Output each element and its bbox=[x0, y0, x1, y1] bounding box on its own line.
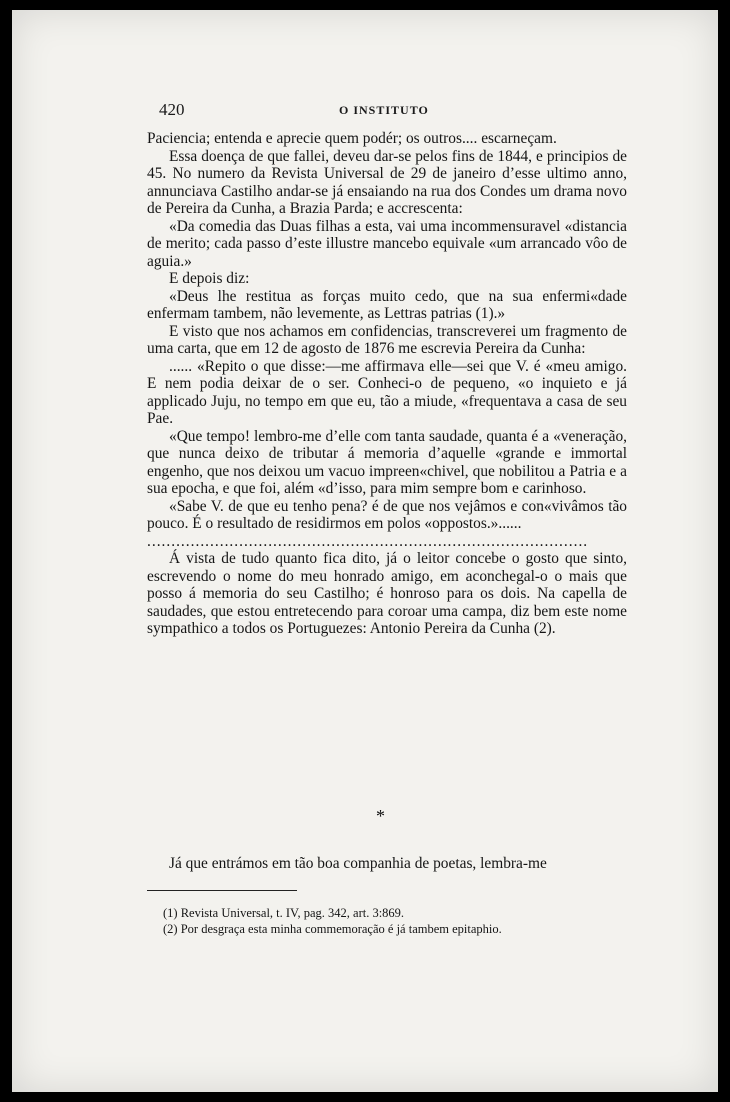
page-number: 420 bbox=[159, 100, 185, 119]
body-text bbox=[147, 130, 627, 638]
footnote-rule bbox=[147, 890, 297, 891]
footnotes bbox=[163, 905, 623, 937]
section-separator: * bbox=[376, 806, 385, 826]
ellipsis-divider: ........................................................................................... bbox=[147, 532, 589, 550]
quote-paragraph: «Que tempo! lembro-me d’elle com tanta saudade, quanta é a «veneração, que nunca deixo de tributar á memoria d’aquelle «grande e immortal engenho, que nos deixou um vacuo impreen«chivel, que nobilitou a Patria e a sua epocha, e que foi, além «d’isso, para mim sempre bom e carinhoso. bbox=[147, 427, 627, 497]
closing-line: Já que entrámos em tão boa companhia de poetas, lembra-me bbox=[169, 855, 547, 872]
paragraph: Á vista de tudo quanto fica dito, já o leitor concebe o gosto que sinto, escrevendo o nome do meu honrado amigo, em aconchegal-o o mais que posso á memoria do seu Castilho; é honroso para os dois. Na capella de saudades, que estou entretecendo para coroar uma campa, diz bem este nome sympathico a todos os Portuguezes: Antonio Pereira da Cunha (2). bbox=[147, 550, 627, 637]
running-title: O INSTITUTO bbox=[339, 103, 429, 117]
footnote: (1) Revista Universal, t. IV, pag. 342, art. 3:869. bbox=[163, 906, 405, 920]
footnote: (2) Por desgraça esta minha commemoração é já tambem epitaphio. bbox=[163, 922, 502, 936]
quote-paragraph: «Da comedia das Duas filhas a esta, vai uma incommensuravel «distancia de merito; cada passo d’este illustre mancebo equivale «um arrancado vôo de aguia.» bbox=[147, 217, 627, 270]
quote-paragraph: «Sabe V. de que eu tenho pena? é de que nos vejâmos e con«vivâmos tão pouco. É o resultado de residirmos em polos «oppostos.»...... bbox=[147, 497, 627, 532]
quote-paragraph: ...... «Repito o que disse:—me affirmava elle—sei que V. é «meu amigo. E nem podia deixar de o ser. Conheci-o de pequeno, «o inquieto e já applicado Juju, no tempo em que eu, tão a miude, «frequentava a casa de seu Pae. bbox=[147, 357, 627, 427]
paragraph: Essa doença de que fallei, deveu dar-se pelos fins de 1844, e principios de 45. No numero da Revista Universal de 29 de janeiro d’esse ultimo anno, annunciava Castilho andar-se já ensaiando na rua dos Condes um drama novo de Pereira da Cunha, a Brazia Parda; e accrescenta: bbox=[147, 147, 627, 217]
paragraph: E visto que nos achamos em confidencias, transcreverei um fragmento de uma carta, que em 12 de agosto de 1876 me escrevia Pereira da Cunha: bbox=[147, 322, 627, 357]
paragraph: E depois diz: bbox=[169, 270, 250, 287]
paragraph: Paciencia; entenda e aprecie quem podér; os outros.... escarneçam. bbox=[147, 130, 557, 147]
quote-paragraph: «Deus lhe restitua as forças muito cedo, que na sua enfermi«dade enfermam tambem, não levemente, as Lettras patrias (1).» bbox=[147, 287, 627, 322]
